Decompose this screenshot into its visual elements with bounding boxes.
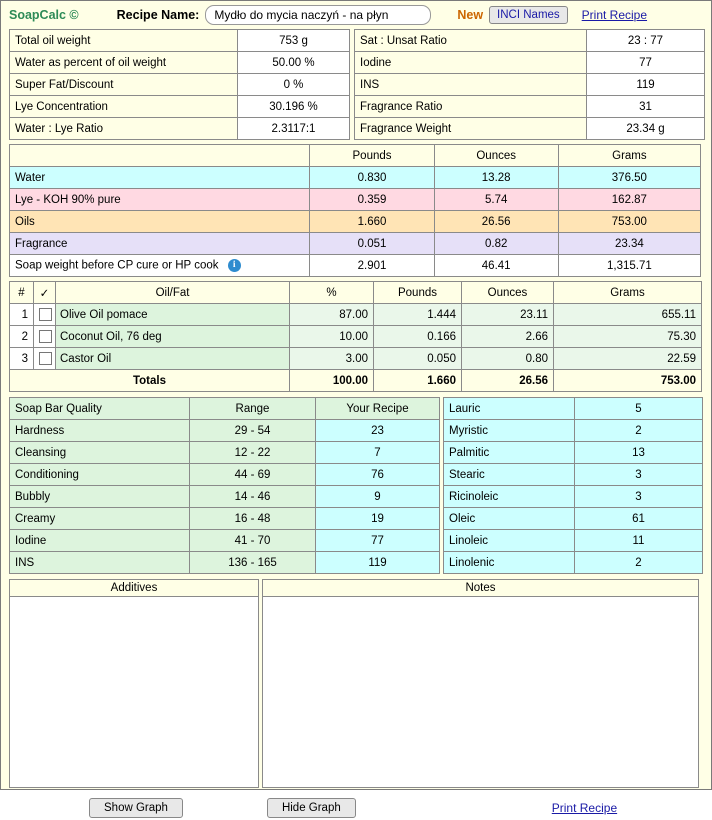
quality-range: 14 - 46 [190,486,316,508]
table-row [10,74,350,96]
oil-pounds[interactable]: 0.050 [374,348,462,370]
weights-ounces: 5.74 [434,189,558,211]
oil-percent[interactable]: 3.00 [290,348,374,370]
page-header [1,1,711,29]
weights-grams: 753.00 [558,211,700,233]
table-row [444,552,703,574]
oil-grams[interactable]: 22.59 [554,348,702,370]
oil-name[interactable]: Castor Oil [56,348,290,370]
property-value: 23 : 77 [587,30,705,52]
property-value: 23.34 g [587,118,705,140]
table-row [355,30,705,52]
quality-range: 44 - 69 [190,464,316,486]
weights-pounds: 0.051 [310,233,434,255]
weights-pounds: 0.830 [310,167,434,189]
col-header-check: ✓ [34,282,56,304]
quality-value: 77 [316,530,440,552]
fatty-acid-value: 5 [575,398,703,420]
soap-weight-pounds: 2.901 [310,255,434,277]
table-header-row [10,282,702,304]
param-label: Lye Concentration [10,96,238,118]
print-recipe-link-bottom[interactable]: Print Recipe [551,801,618,815]
param-label: Super Fat/Discount [10,74,238,96]
print-recipe-link-top[interactable]: Print Recipe [581,8,648,22]
weights-pounds: 1.660 [310,211,434,233]
weights-label: Water [10,167,310,189]
table-row [10,118,350,140]
fatty-acid-value: 13 [575,442,703,464]
table-row [10,530,440,552]
param-label: Water : Lye Ratio [10,118,238,140]
col-header-grams: Grams [558,145,700,167]
table-row [355,96,705,118]
app-logo: SoapCalc © [9,8,79,22]
oil-ounces[interactable]: 0.80 [462,348,554,370]
quality-range: 29 - 54 [190,420,316,442]
col-header-ounces: Ounces [434,145,558,167]
weights-ounces: 0.82 [434,233,558,255]
recipe-name-label: Recipe Name: [116,8,200,22]
oil-ounces[interactable]: 2.66 [462,326,554,348]
oil-name[interactable]: Olive Oil pomace [56,304,290,326]
table-row [355,74,705,96]
quality-range: 16 - 48 [190,508,316,530]
quality-range: 136 - 165 [190,552,316,574]
table-row-oils [10,211,701,233]
notes-title: Notes [262,579,699,596]
recipe-parameters-table [9,29,350,140]
table-row [10,420,440,442]
table-row-lye [10,189,701,211]
table-row [10,30,350,52]
oil-ounces[interactable]: 23.11 [462,304,554,326]
checkbox-icon[interactable] [39,352,52,365]
col-header-quality: Soap Bar Quality [10,398,190,420]
oil-pounds[interactable]: 1.444 [374,304,462,326]
additives-box [9,579,259,788]
totals-grams: 753.00 [554,370,702,392]
col-header-pounds: Pounds [374,282,462,304]
quality-name: Bubbly [10,486,190,508]
weights-grams: 162.87 [558,189,700,211]
recipe-name-input[interactable] [205,5,431,25]
fatty-acid-name: Oleic [444,508,575,530]
oil-percent[interactable]: 87.00 [290,304,374,326]
table-row [10,464,440,486]
fatty-acid-value: 11 [575,530,703,552]
oils-table [9,281,702,392]
fatty-acid-name: Linoleic [444,530,575,552]
col-header-oil-fat: Oil/Fat [56,282,290,304]
quality-name: Creamy [10,508,190,530]
fatty-acid-name: Palmitic [444,442,575,464]
param-value[interactable]: 753 g [238,30,350,52]
quality-value: 7 [316,442,440,464]
param-label: Water as percent of oil weight [10,52,238,74]
property-label: Sat : Unsat Ratio [355,30,587,52]
table-row [444,398,703,420]
table-row [444,420,703,442]
fatty-acid-name: Myristic [444,420,575,442]
property-value: 119 [587,74,705,96]
weights-table [9,144,701,277]
quality-range: 41 - 70 [190,530,316,552]
table-row [10,348,702,370]
recipe-properties-table [354,29,705,140]
totals-percent: 100.00 [290,370,374,392]
table-header-row [10,145,701,167]
soap-weight-grams: 1,315.71 [558,255,700,277]
table-header-row [10,398,440,420]
weights-pounds: 0.359 [310,189,434,211]
col-header-pounds: Pounds [310,145,434,167]
fatty-acid-name: Ricinoleic [444,486,575,508]
property-value: 77 [587,52,705,74]
info-icon[interactable]: i [228,259,241,272]
soap-weight-label [10,255,310,277]
inci-names-button[interactable]: INCI Names [489,6,568,24]
oil-row-checkbox-cell[interactable] [34,326,56,348]
param-value[interactable]: 50.00 % [238,52,350,74]
oil-row-number: 2 [10,326,34,348]
oil-grams[interactable]: 655.11 [554,304,702,326]
col-header-ounces: Ounces [462,282,554,304]
show-graph-button[interactable]: Show Graph [89,798,183,818]
quality-value: 76 [316,464,440,486]
table-row [355,118,705,140]
checkbox-icon[interactable] [39,308,52,321]
property-value[interactable]: 31 [587,96,705,118]
table-row [444,486,703,508]
table-row-water [10,167,701,189]
soap-weight-ounces: 46.41 [434,255,558,277]
quality-name: Cleansing [10,442,190,464]
fatty-acid-value: 3 [575,464,703,486]
table-row [444,530,703,552]
additives-title: Additives [9,579,259,596]
totals-ounces: 26.56 [462,370,554,392]
fatty-acid-name: Lauric [444,398,575,420]
quality-name: Conditioning [10,464,190,486]
table-row [444,442,703,464]
new-label: New [457,8,484,22]
table-row-soap-weight [10,255,701,277]
fatty-acid-name: Stearic [444,464,575,486]
oil-pounds[interactable]: 0.166 [374,326,462,348]
footer-bar [9,796,703,820]
fatty-acid-value: 2 [575,420,703,442]
table-row [10,52,350,74]
oil-grams[interactable]: 75.30 [554,326,702,348]
additives-notes-section [9,579,703,788]
table-row [10,304,702,326]
col-header-range: Range [190,398,316,420]
notes-box [262,579,699,788]
quality-name: Hardness [10,420,190,442]
table-row [10,486,440,508]
fatty-acid-name: Linolenic [444,552,575,574]
table-row-totals [10,370,702,392]
quality-value: 119 [316,552,440,574]
param-value[interactable]: 0 % [238,74,350,96]
quality-value: 23 [316,420,440,442]
quality-name: Iodine [10,530,190,552]
table-row [10,442,440,464]
param-label: Total oil weight [10,30,238,52]
parameters-row [1,29,711,140]
weights-label: Lye - KOH 90% pure [10,189,310,211]
weights-ounces: 26.56 [434,211,558,233]
weights-grams: 23.34 [558,233,700,255]
oil-name[interactable]: Coconut Oil, 76 deg [56,326,290,348]
quality-name: INS [10,552,190,574]
table-row [444,508,703,530]
oil-row-checkbox-cell[interactable] [34,348,56,370]
col-header-percent: % [290,282,374,304]
weights-grams: 376.50 [558,167,700,189]
quality-range: 12 - 22 [190,442,316,464]
quality-section [9,397,703,574]
fatty-acid-value: 2 [575,552,703,574]
property-label: INS [355,74,587,96]
totals-pounds: 1.660 [374,370,462,392]
checkbox-icon[interactable] [39,330,52,343]
soap-bar-quality-table [9,397,440,574]
soap-weight-text: Soap weight before CP cure or HP cook [15,259,219,272]
quality-value: 19 [316,508,440,530]
fatty-acids-table [443,397,703,574]
table-row [10,552,440,574]
param-value[interactable]: 2.3117:1 [238,118,350,140]
property-label: Fragrance Weight [355,118,587,140]
quality-value: 9 [316,486,440,508]
weights-label: Oils [10,211,310,233]
table-row [10,508,440,530]
col-header-number: # [10,282,34,304]
oil-row-checkbox-cell[interactable] [34,304,56,326]
notes-textarea[interactable] [262,596,699,788]
table-row-fragrance [10,233,701,255]
param-value[interactable]: 30.196 % [238,96,350,118]
col-header-blank [10,145,310,167]
table-row [10,96,350,118]
oil-percent[interactable]: 10.00 [290,326,374,348]
property-label: Iodine [355,52,587,74]
fatty-acid-value: 61 [575,508,703,530]
table-row [10,326,702,348]
col-header-grams: Grams [554,282,702,304]
oil-row-number: 3 [10,348,34,370]
table-row [355,52,705,74]
totals-label: Totals [10,370,290,392]
col-header-your-recipe: Your Recipe [316,398,440,420]
property-label: Fragrance Ratio [355,96,587,118]
additives-textarea[interactable] [9,596,259,788]
weights-ounces: 13.28 [434,167,558,189]
oil-row-number: 1 [10,304,34,326]
weights-label: Fragrance [10,233,310,255]
table-row [444,464,703,486]
hide-graph-button[interactable]: Hide Graph [267,798,356,818]
fatty-acid-value: 3 [575,486,703,508]
